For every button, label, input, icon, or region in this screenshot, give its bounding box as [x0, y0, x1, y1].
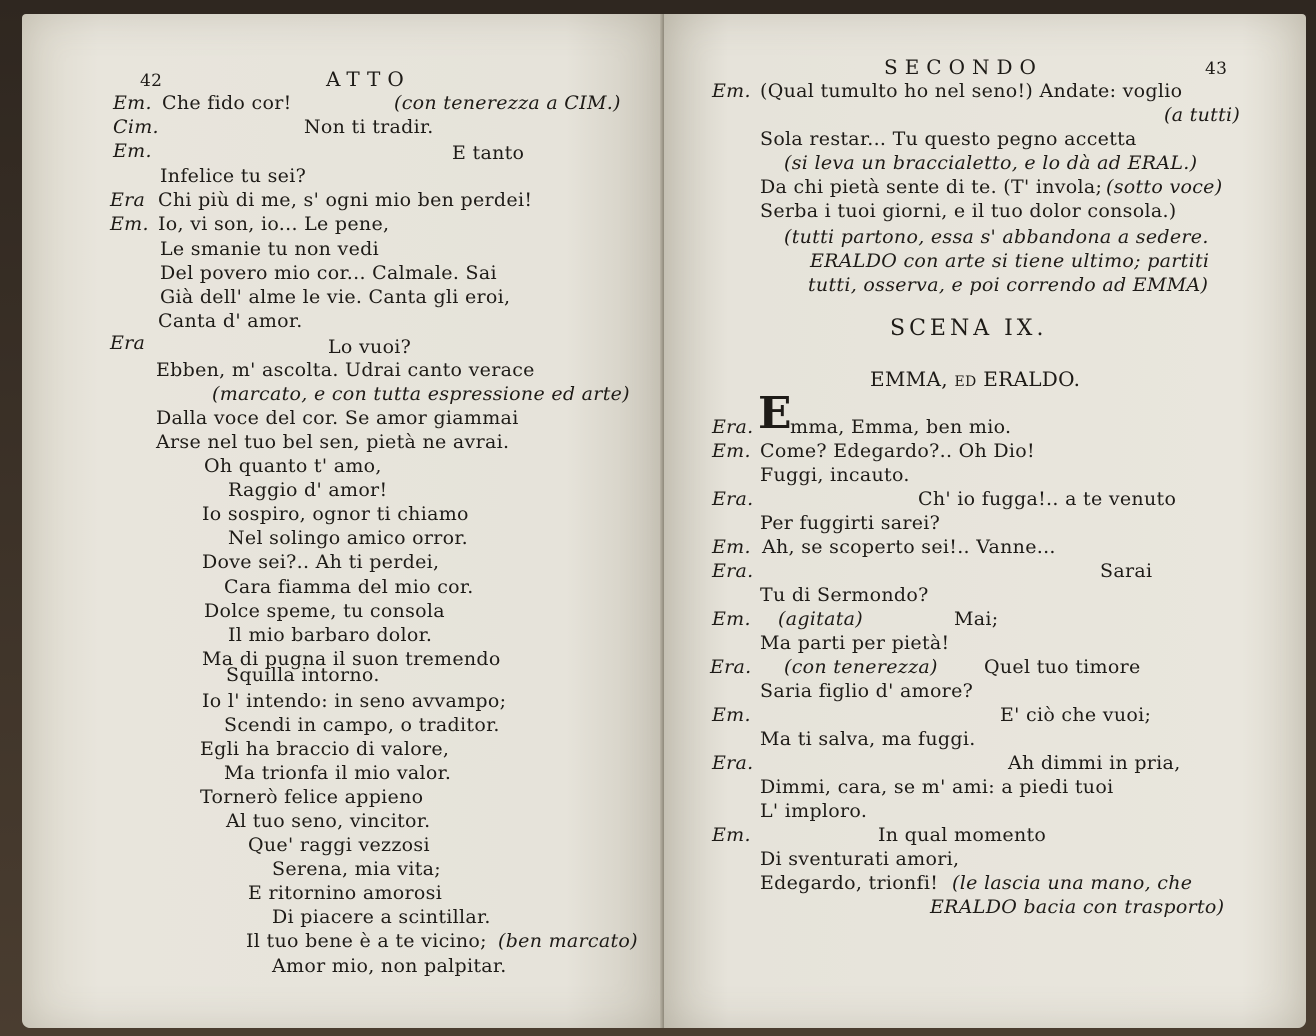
- speaker-label: Era: [110, 332, 146, 354]
- verse-line: Raggio d' amor!: [228, 479, 388, 501]
- verse-line: Dalla voce del cor. Se amor giammai: [156, 407, 519, 429]
- verse-line: Del povero mio cor... Calmale. Sai: [160, 262, 497, 284]
- verse-line: Già dell' alme le vie. Canta gli eroi,: [160, 286, 511, 308]
- speaker-label: Era.: [712, 752, 754, 774]
- verse-line: Mai;: [954, 608, 999, 630]
- speaker-label: Em.: [712, 608, 751, 630]
- verse-line: Di sventurati amori,: [760, 848, 960, 870]
- verse-line: Egli ha braccio di valore,: [200, 738, 450, 760]
- verse-line: Sarai: [1100, 560, 1153, 582]
- verse-line: Ma ti salva, ma fuggi.: [760, 728, 976, 750]
- speaker-label: Em.: [712, 440, 751, 462]
- speaker-label: Era.: [710, 656, 752, 678]
- verse-line: Come? Edegardo?.. Oh Dio!: [760, 440, 1035, 462]
- verse-line: Sola restar... Tu questo pegno accetta: [760, 128, 1137, 150]
- verse-line: Quel tuo timore: [984, 656, 1141, 678]
- stage-direction: (tutti partono, essa s' abbandona a sedere.: [784, 226, 1209, 248]
- stage-direction: (agitata): [778, 608, 864, 630]
- verse-line: Io, vi son, io... Le pene,: [158, 213, 390, 235]
- verse-line: mma, Emma, ben mio.: [790, 416, 1012, 438]
- verse-line: E tanto: [452, 142, 525, 164]
- stage-direction: (le lascia una mano, che: [952, 872, 1193, 894]
- verse-line: Canta d' amor.: [158, 310, 303, 332]
- right-page-number: 43: [1205, 59, 1228, 79]
- stage-direction: ERALDO bacia con trasporto): [930, 896, 1225, 918]
- verse-line: Le smanie tu non vedi: [160, 238, 379, 260]
- verse-line: Scendi in campo, o traditor.: [224, 714, 500, 736]
- verse-line: Arse nel tuo bel sen, pietà ne avrai.: [156, 431, 510, 453]
- verse-line: Lo vuoi?: [328, 336, 412, 358]
- verse-line: Ah, se scoperto sei!.. Vanne...: [762, 536, 1056, 558]
- speaker-label: Era.: [712, 488, 754, 510]
- drop-capital: E: [758, 388, 792, 439]
- verse-line: Saria figlio d' amore?: [760, 680, 974, 702]
- verse-line: Tornerò felice appieno: [200, 786, 424, 808]
- verse-line: Da chi pietà sente di te. (T' invola;: [760, 176, 1103, 198]
- verse-line: Edegardo, trionfi!: [760, 872, 939, 894]
- verse-line: E' ciò che vuoi;: [1000, 704, 1152, 726]
- right-running-head: SECONDO: [884, 55, 1043, 79]
- verse-line: Oh quanto t' amo,: [204, 455, 382, 477]
- verse-line: (Qual tumulto ho nel seno!) Andate: voglio: [760, 80, 1183, 102]
- stage-direction: (marcato, e con tutta espressione ed arte): [212, 383, 630, 405]
- left-running-head: ATTO: [326, 67, 411, 91]
- verse-line: Serba i tuoi giorni, e il tuo dolor consola.): [760, 200, 1177, 222]
- verse-line: Nel solingo amico orror.: [228, 527, 469, 549]
- verse-line: Amor mio, non palpitar.: [272, 955, 507, 977]
- verse-line: Fuggi, incauto.: [760, 464, 910, 486]
- speaker-label: Em.: [712, 824, 751, 846]
- verse-line: Ma di pugna il suon tremendo: [202, 648, 501, 670]
- scene-characters: EMMA, ed ERALDO.: [870, 367, 1081, 391]
- verse-line: Il tuo bene è a te vicino;: [246, 930, 487, 952]
- verse-line: In qual momento: [878, 824, 1047, 846]
- verse-line: Tu di Sermondo?: [760, 584, 929, 606]
- verse-line: Ebben, m' ascolta. Udrai canto verace: [156, 359, 535, 381]
- speaker-label: Em.: [110, 213, 149, 235]
- verse-line: Dimmi, cara, se m' ami: a piedi tuoi: [760, 776, 1114, 798]
- verse-line: Io l' intendo: in seno avvampo;: [202, 690, 507, 712]
- verse-line: Dolce speme, tu consola: [204, 600, 445, 622]
- verse-line: Io sospiro, ognor ti chiamo: [202, 503, 469, 525]
- verse-line: Infelice tu sei?: [160, 165, 307, 187]
- stage-direction: (con tenerezza): [784, 656, 938, 678]
- verse-line: Che fido cor!: [162, 92, 292, 114]
- left-page-number: 42: [140, 71, 163, 91]
- verse-line: Il mio barbaro dolor.: [228, 624, 433, 646]
- stage-direction: (si leva un braccialetto, e lo dà ad ERAL.): [784, 152, 1198, 174]
- stage-direction: tutti, osserva, e poi correndo ad EMMA): [808, 274, 1209, 296]
- verse-line: Non ti tradir.: [304, 116, 434, 138]
- speaker-label: Em.: [712, 704, 751, 726]
- verse-line: Chi più di me, s' ogni mio ben perdei!: [158, 189, 533, 211]
- verse-line: Serena, mia vita;: [272, 858, 441, 880]
- stage-direction: (sotto voce): [1106, 176, 1223, 198]
- stage-direction: ERALDO con arte si tiene ultimo; partiti: [810, 250, 1210, 272]
- speaker-label: Era.: [712, 560, 754, 582]
- stage-direction: (a tutti): [1164, 104, 1241, 126]
- speaker-label: Era: [110, 189, 146, 211]
- verse-line: Ma trionfa il mio valor.: [224, 762, 452, 784]
- verse-line: Di piacere a scintillar.: [272, 906, 491, 928]
- verse-line: Que' raggi vezzosi: [248, 834, 430, 856]
- scene-heading: SCENA IX.: [890, 316, 1048, 341]
- stage-direction: (ben marcato): [498, 930, 638, 952]
- verse-line: E ritornino amorosi: [248, 882, 443, 904]
- speaker-label: Em.: [113, 140, 152, 162]
- verse-line: L' imploro.: [760, 800, 868, 822]
- verse-line: Ah dimmi in pria,: [1008, 752, 1181, 774]
- speaker-label: Em.: [712, 536, 751, 558]
- speaker-label: Era.: [712, 416, 754, 438]
- verse-line: Squilla intorno.: [226, 664, 380, 686]
- speaker-label: Em.: [113, 92, 152, 114]
- verse-line: Ma parti per pietà!: [760, 632, 950, 654]
- stage-direction: (con tenerezza a CIM.): [394, 92, 621, 114]
- verse-line: Per fuggirti sarei?: [760, 512, 941, 534]
- verse-line: Dove sei?.. Ah ti perdei,: [202, 551, 440, 573]
- verse-line: Al tuo seno, vincitor.: [226, 810, 431, 832]
- verse-line: Cara fiamma del mio cor.: [224, 576, 474, 598]
- speaker-label: Em.: [712, 80, 751, 102]
- speaker-label: Cim.: [113, 116, 159, 138]
- verse-line: Ch' io fugga!.. a te venuto: [918, 488, 1177, 510]
